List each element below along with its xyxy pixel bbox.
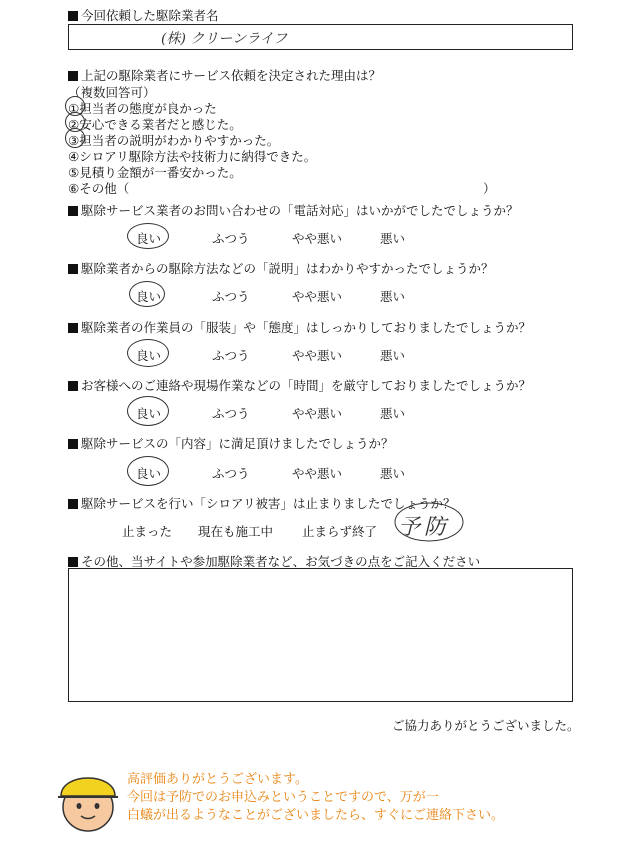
selection-circle-mark bbox=[65, 128, 85, 148]
company-answer: (株) クリーンライフ bbox=[161, 31, 288, 47]
reason-option[interactable]: ⑤見積り金額が一番安かった。 bbox=[68, 165, 242, 180]
square-bullet-icon bbox=[68, 323, 78, 333]
square-bullet-icon bbox=[68, 557, 78, 567]
reason-option[interactable]: ③担当者の説明がわかりやすかった。 bbox=[68, 133, 280, 148]
reason-option[interactable]: ②安心できる業者だと感じた。 bbox=[68, 117, 242, 132]
reason-note: （複数回答可） bbox=[68, 85, 156, 100]
reason-question-title: 上記の駆除業者にサービス依頼を決定された理由は？ bbox=[68, 66, 381, 84]
rating-question-title: 駆除サービスの「内容」に満足頂けましたでしょうか？ bbox=[68, 434, 394, 452]
company-question-title: 今回依頼した駆除業者名 bbox=[68, 6, 219, 24]
selection-circle-mark bbox=[127, 339, 169, 367]
rating-question-title: 駆除業者からの駆除方法などの「説明」はわかりやすかったでしょうか？ bbox=[68, 259, 494, 277]
handwritten-circle-mark bbox=[392, 500, 466, 544]
selection-circle-mark bbox=[127, 396, 169, 426]
termite-option-stopped[interactable]: 止まった bbox=[122, 524, 173, 539]
reply-line: 白蟻が出るようなことがございましたら、すぐにご連絡下さい。 bbox=[127, 808, 505, 823]
rating-option-bad[interactable]: 悪い bbox=[380, 348, 406, 363]
comments-question-title: その他、当サイトや参加駆除業者など、お気づきの点をご記入ください bbox=[68, 552, 480, 570]
rating-option-bad[interactable]: 悪い bbox=[380, 466, 406, 481]
selection-circle-mark bbox=[127, 456, 169, 486]
selection-circle-mark bbox=[127, 223, 169, 249]
square-bullet-icon bbox=[68, 71, 78, 81]
rating-option-slightly-bad[interactable]: やや悪い bbox=[292, 348, 343, 363]
reason-option-other[interactable]: ⑥その他（ bbox=[68, 181, 130, 196]
square-bullet-icon bbox=[68, 264, 78, 274]
rating-option-slightly-bad[interactable]: やや悪い bbox=[292, 231, 343, 246]
reason-other-close: ） bbox=[483, 181, 496, 196]
rating-option-good[interactable]: 良い bbox=[136, 289, 162, 304]
company-answer-box[interactable] bbox=[68, 24, 573, 50]
rating-option-normal[interactable]: ふつう bbox=[212, 289, 250, 304]
square-bullet-icon bbox=[68, 439, 78, 449]
reason-option[interactable]: ①担当者の態度が良かった bbox=[68, 101, 217, 116]
rating-option-normal[interactable]: ふつう bbox=[212, 466, 250, 481]
reply-line: 今回は予防でのお申込みということですので、万が一 bbox=[127, 790, 439, 805]
rating-question-title: お客様へのご連絡や現場作業などの「時間」を厳守しておりましたでしょうか？ bbox=[68, 376, 531, 394]
rating-option-slightly-bad[interactable]: やや悪い bbox=[292, 289, 343, 304]
mascot-avatar bbox=[55, 762, 121, 834]
rating-option-bad[interactable]: 悪い bbox=[380, 289, 406, 304]
rating-option-slightly-bad[interactable]: やや悪い bbox=[292, 406, 343, 421]
square-bullet-icon bbox=[68, 499, 78, 509]
square-bullet-icon bbox=[68, 381, 78, 391]
rating-option-slightly-bad[interactable]: やや悪い bbox=[292, 466, 343, 481]
rating-question-title: 駆除業者の作業員の「服装」や「態度」はしっかりしておりましたでしょうか？ bbox=[68, 318, 531, 336]
thanks-text: ご協力ありがとうございました。 bbox=[392, 718, 580, 733]
rating-option-good[interactable]: 良い bbox=[136, 348, 162, 363]
rating-option-good[interactable]: 良い bbox=[136, 466, 162, 481]
selection-circle-mark bbox=[129, 281, 165, 307]
rating-option-normal[interactable]: ふつう bbox=[212, 231, 250, 246]
rating-option-normal[interactable]: ふつう bbox=[212, 406, 250, 421]
rating-option-good[interactable]: 良い bbox=[136, 406, 162, 421]
handwritten-prevention-note: 予防 bbox=[398, 515, 451, 540]
termite-question-title: 駆除サービスを行い「シロアリ被害」は止まりましたでしょうか？ bbox=[68, 494, 456, 512]
termite-option-in-progress[interactable]: 現在も施工中 bbox=[198, 524, 274, 539]
comments-box[interactable] bbox=[68, 568, 573, 702]
rating-option-bad[interactable]: 悪い bbox=[380, 406, 406, 421]
square-bullet-icon bbox=[68, 11, 78, 21]
reply-line: 高評価ありがとうございます。 bbox=[127, 772, 308, 787]
rating-option-normal[interactable]: ふつう bbox=[212, 348, 250, 363]
reason-option[interactable]: ④シロアリ駆除方法や技術力に納得できた。 bbox=[68, 149, 317, 164]
termite-option-not-stopped[interactable]: 止まらず終了 bbox=[302, 524, 378, 539]
square-bullet-icon bbox=[68, 206, 78, 216]
rating-option-good[interactable]: 良い bbox=[136, 231, 162, 246]
rating-option-bad[interactable]: 悪い bbox=[380, 231, 406, 246]
rating-question-title: 駆除サービス業者のお問い合わせの「電話対応」はいかがでしたでしょうか？ bbox=[68, 201, 519, 219]
